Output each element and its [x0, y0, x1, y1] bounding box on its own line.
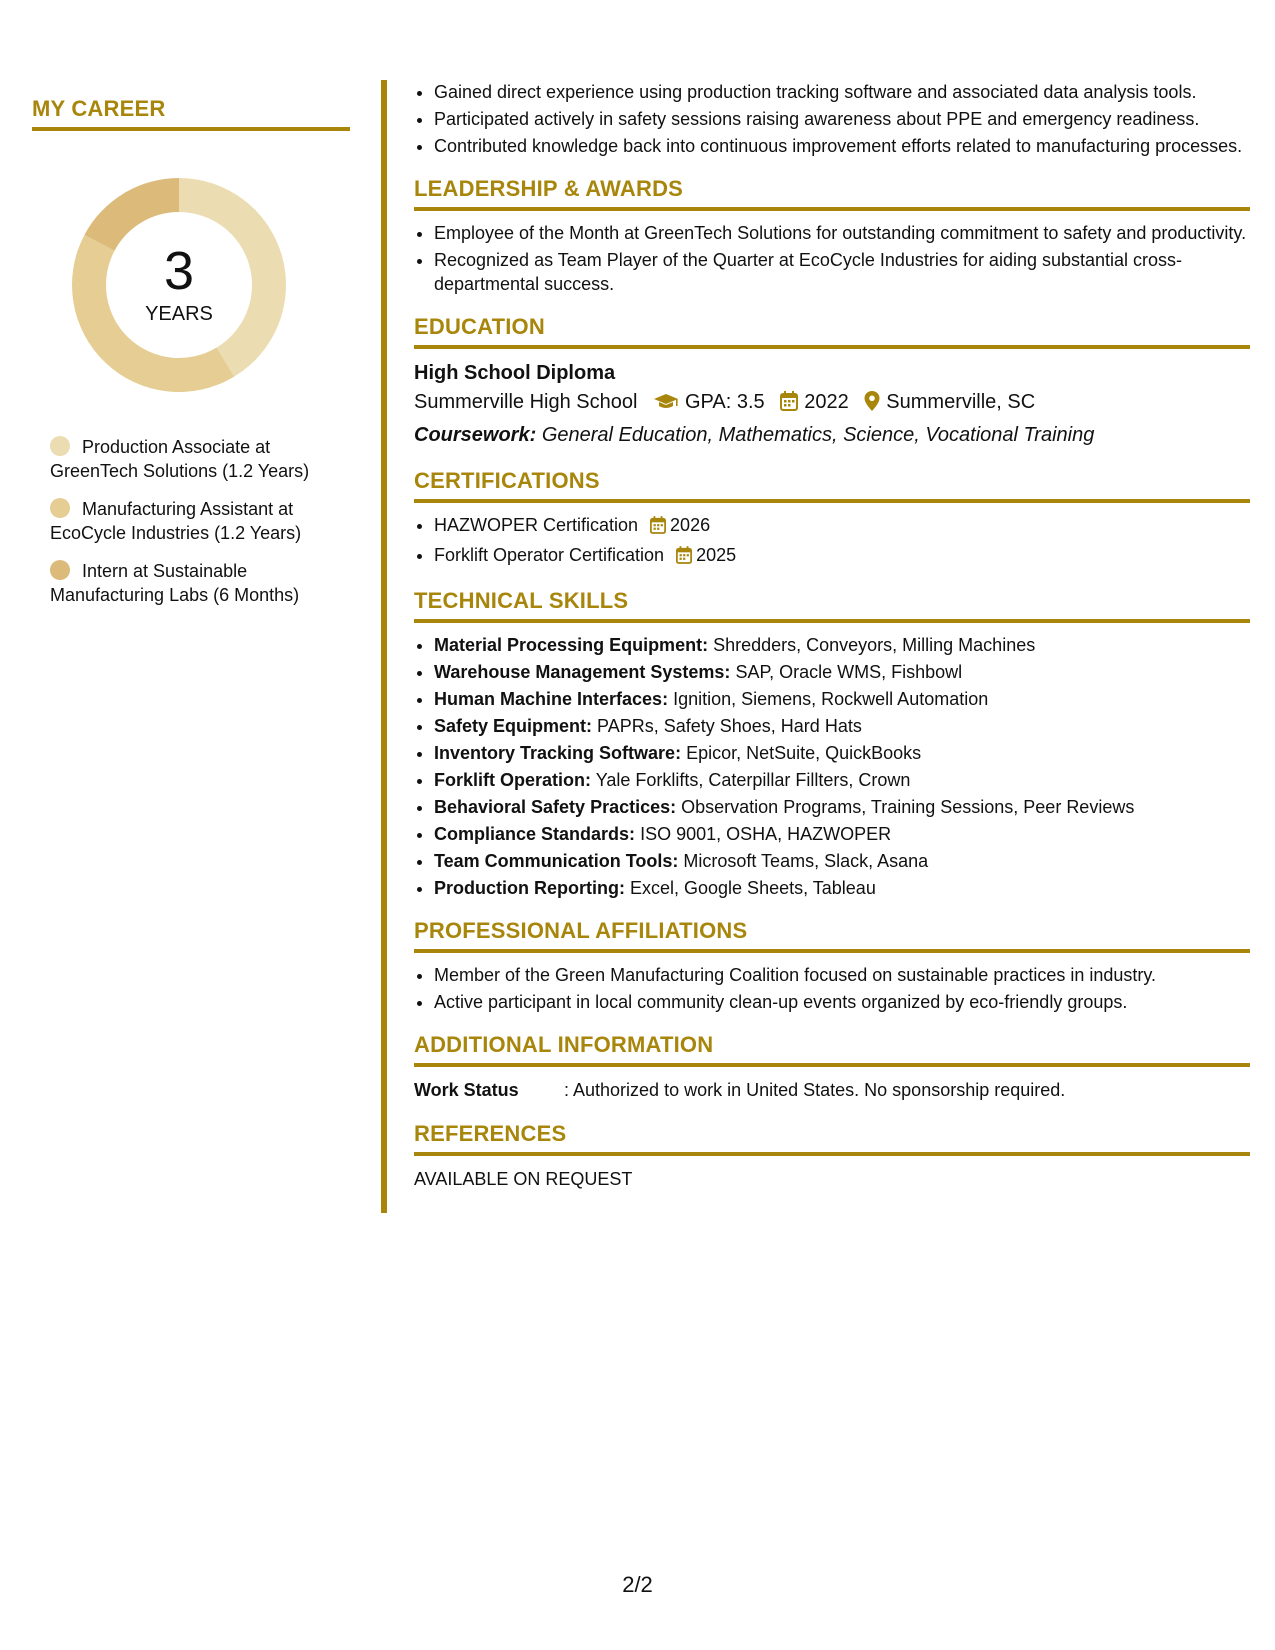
legend-label: Manufacturing Assistant at EcoCycle Industries (1.2 Years)	[50, 499, 302, 543]
cert-year: 2026	[670, 515, 711, 535]
list-item: • Gained direct experience using production tracking software and associated data analysis tools.	[434, 80, 1250, 104]
legend-dot	[50, 560, 70, 580]
legend-item	[50, 497, 350, 545]
skill-value: Ignition, Siemens, Rockwell Automation	[673, 689, 989, 709]
legend-label: Intern at Sustainable Manufacturing Labs (6 Months)	[50, 561, 300, 605]
legend-item	[50, 559, 350, 607]
work-status-row	[414, 1077, 1250, 1103]
skill-label: Warehouse Management Systems:	[434, 662, 731, 682]
education-school: Summerville High School	[414, 391, 638, 413]
list-item	[434, 795, 1250, 819]
career-title: MY CAREER	[32, 96, 350, 131]
skill-value: Epicor, NetSuite, QuickBooks	[686, 743, 922, 763]
work-status-value: : Authorized to work in United States. No sponsorship required.	[564, 1080, 1066, 1100]
list-item	[434, 543, 1250, 570]
skill-label: Behavioral Safety Practices:	[434, 797, 677, 817]
legend-dot	[50, 498, 70, 518]
career-total-years: 3	[163, 241, 195, 301]
list-item	[434, 513, 1250, 540]
page-number: 2/2	[622, 1572, 653, 1597]
certifications-title: CERTIFICATIONS	[414, 468, 1250, 503]
list-item	[434, 876, 1250, 900]
skill-label: Safety Equipment:	[434, 716, 593, 736]
skill-label: Forklift Operation:	[434, 770, 591, 790]
education-details	[414, 387, 1250, 420]
list-item: • Recognized as Team Player of the Quarter at EcoCycle Industries for aiding substantial cross-departmental success.	[434, 248, 1250, 296]
skills-title: TECHNICAL SKILLS	[414, 588, 1250, 623]
career-sidebar	[32, 96, 350, 621]
leadership-title: LEADERSHIP & AWARDS	[414, 176, 1250, 211]
calendar-icon	[676, 546, 692, 570]
donut-center	[67, 173, 291, 397]
legend-item	[50, 435, 350, 483]
education-location: Summerville, SC	[886, 391, 1036, 413]
education-gpa: GPA: 3.5	[684, 391, 765, 413]
skill-label: Human Machine Interfaces:	[434, 689, 669, 709]
list-item	[434, 714, 1250, 738]
legend-label: Production Associate at GreenTech Solutions (1.2 Years)	[50, 437, 310, 481]
column-divider	[381, 80, 387, 1213]
list-item	[434, 660, 1250, 684]
list-item	[434, 822, 1250, 846]
leadership-list	[414, 221, 1250, 296]
main-column	[414, 80, 1250, 1192]
experience-bullets	[414, 80, 1250, 158]
list-item	[434, 768, 1250, 792]
cert-name: HAZWOPER Certification	[434, 515, 639, 535]
skill-label: Production Reporting:	[434, 878, 625, 898]
skills-list	[414, 633, 1250, 900]
skill-label: Team Communication Tools:	[434, 851, 679, 871]
certifications-list	[414, 513, 1250, 570]
skill-label: Inventory Tracking Software:	[434, 743, 682, 763]
list-item	[434, 633, 1250, 657]
calendar-icon	[650, 516, 666, 540]
work-status-label: Work Status	[414, 1080, 519, 1100]
coursework-label: Coursework:	[414, 424, 537, 446]
list-item: • Employee of the Month at GreenTech Solutions for outstanding commitment to safety and productivity.	[434, 221, 1250, 245]
education-degree: High School Diploma	[414, 362, 616, 384]
cert-year: 2025	[696, 545, 737, 565]
education-year: 2022	[804, 391, 849, 413]
list-item	[434, 849, 1250, 873]
skill-value: SAP, Oracle WMS, Fishbowl	[735, 662, 963, 682]
cert-name: Forklift Operator Certification	[434, 545, 665, 565]
location-pin-icon	[864, 390, 880, 420]
skill-value: Observation Programs, Training Sessions, Peer Reviews	[681, 797, 1135, 817]
career-donut	[67, 173, 291, 397]
education-title: EDUCATION	[414, 314, 1250, 349]
skill-value: ISO 9001, OSHA, HAZWOPER	[640, 824, 892, 844]
references-title: REFERENCES	[414, 1121, 1250, 1156]
skill-value: PAPRs, Safety Shoes, Hard Hats	[597, 716, 862, 736]
references-text: AVAILABLE ON REQUEST	[414, 1169, 633, 1189]
skill-value: Excel, Google Sheets, Tableau	[630, 878, 876, 898]
list-item: • Contributed knowledge back into continuous improvement efforts related to manufacturing processes.	[434, 134, 1250, 158]
skill-value: Microsoft Teams, Slack, Asana	[683, 851, 929, 871]
career-legend	[50, 435, 350, 607]
list-item	[434, 741, 1250, 765]
legend-dot	[50, 436, 70, 456]
skill-label: Compliance Standards:	[434, 824, 636, 844]
graduation-cap-icon	[653, 390, 679, 420]
skill-value: Yale Forklifts, Caterpillar Fillters, Crown	[595, 770, 911, 790]
list-item: • Participated actively in safety sessions raising awareness about PPE and emergency readiness.	[434, 107, 1250, 131]
affiliations-list	[414, 963, 1250, 1014]
list-item: • Active participant in local community clean-up events organized by eco-friendly groups.	[434, 990, 1250, 1014]
additional-title: ADDITIONAL INFORMATION	[414, 1032, 1250, 1067]
skill-label: Material Processing Equipment:	[434, 635, 709, 655]
skill-value: Shredders, Conveyors, Milling Machines	[713, 635, 1036, 655]
education-coursework	[414, 420, 1250, 450]
career-total-unit: YEARS	[145, 303, 213, 325]
coursework-value: General Education, Mathematics, Science, Vocational Training	[541, 424, 1095, 446]
calendar-icon	[780, 390, 798, 420]
affiliations-title: PROFESSIONAL AFFILIATIONS	[414, 918, 1250, 953]
list-item	[434, 687, 1250, 711]
list-item: • Member of the Green Manufacturing Coalition focused on sustainable practices in industry.	[434, 963, 1250, 987]
